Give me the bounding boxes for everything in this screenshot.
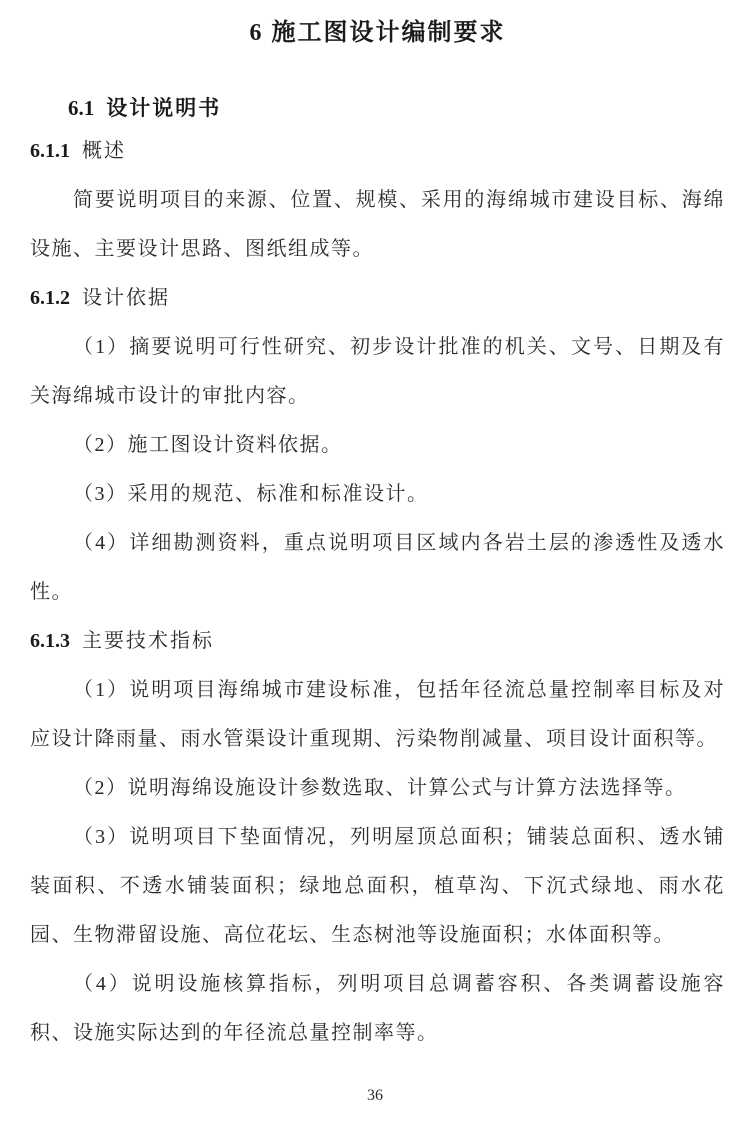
page-number: 36: [367, 1087, 383, 1104]
subsection-title-text: 主要技术指标: [82, 630, 214, 652]
section-heading-6-1: [68, 94, 725, 122]
section-title-text: 设计说明书: [106, 96, 222, 120]
chapter-title-text: 施工图设计编制要求: [271, 20, 506, 46]
chapter-number: 6: [249, 20, 262, 46]
paragraph-indicator-item-1: （1）说明项目海绵城市建设标准，包括年径流总量控制率目标及对应设计降雨量、雨水管渠设计重现期、污染物削减量、项目设计面积等。: [30, 679, 725, 750]
page-title: [30, 0, 725, 50]
subsection-title-text: 概述: [82, 140, 126, 162]
paragraph-overview: 简要说明项目的来源、位置、规模、采用的海绵城市建设目标、海绵设施、主要设计思路、图纸组成等。: [30, 189, 725, 260]
subsection-title-text: 设计依据: [82, 287, 170, 309]
paragraph-indicator-item-2: （2）说明海绵设施设计参数选取、计算公式与计算方法选择等。: [73, 777, 687, 799]
subsection-heading-6-1-3: [30, 617, 725, 666]
subsection-heading-6-1-1: [30, 127, 725, 176]
subsection-number: 6.1.1: [30, 140, 70, 162]
paragraph-basis-item-2: （2）施工图设计资料依据。: [73, 434, 343, 456]
paragraph-indicator-item-4: （4）说明设施核算指标，列明项目总调蓄容积、各类调蓄设施容积、设施实际达到的年径流总量控制率等。: [30, 973, 725, 1044]
subsection-heading-6-1-2: [30, 274, 725, 323]
paragraph-basis-item-4: （4）详细勘测资料，重点说明项目区域内各岩土层的渗透性及透水性。: [30, 532, 725, 603]
paragraph-basis-item-3: （3）采用的规范、标准和标准设计。: [73, 483, 429, 505]
subsection-number: 6.1.3: [30, 630, 70, 652]
paragraph-indicator-item-3: （3）说明项目下垫面情况，列明屋顶总面积；铺装总面积、透水铺装面积、不透水铺装面积；绿地总面积，植草沟、下沉式绿地、雨水花园、生物滞留设施、高位花坛、生态树池等设施面积；水体面积等。: [30, 826, 725, 946]
subsection-number: 6.1.2: [30, 287, 70, 309]
body-text-flow: [30, 127, 725, 1058]
paragraph-basis-item-1: （1）摘要说明可行性研究、初步设计批准的机关、文号、日期及有关海绵城市设计的审批内容。: [30, 336, 725, 407]
section-number: 6.1: [68, 96, 95, 120]
